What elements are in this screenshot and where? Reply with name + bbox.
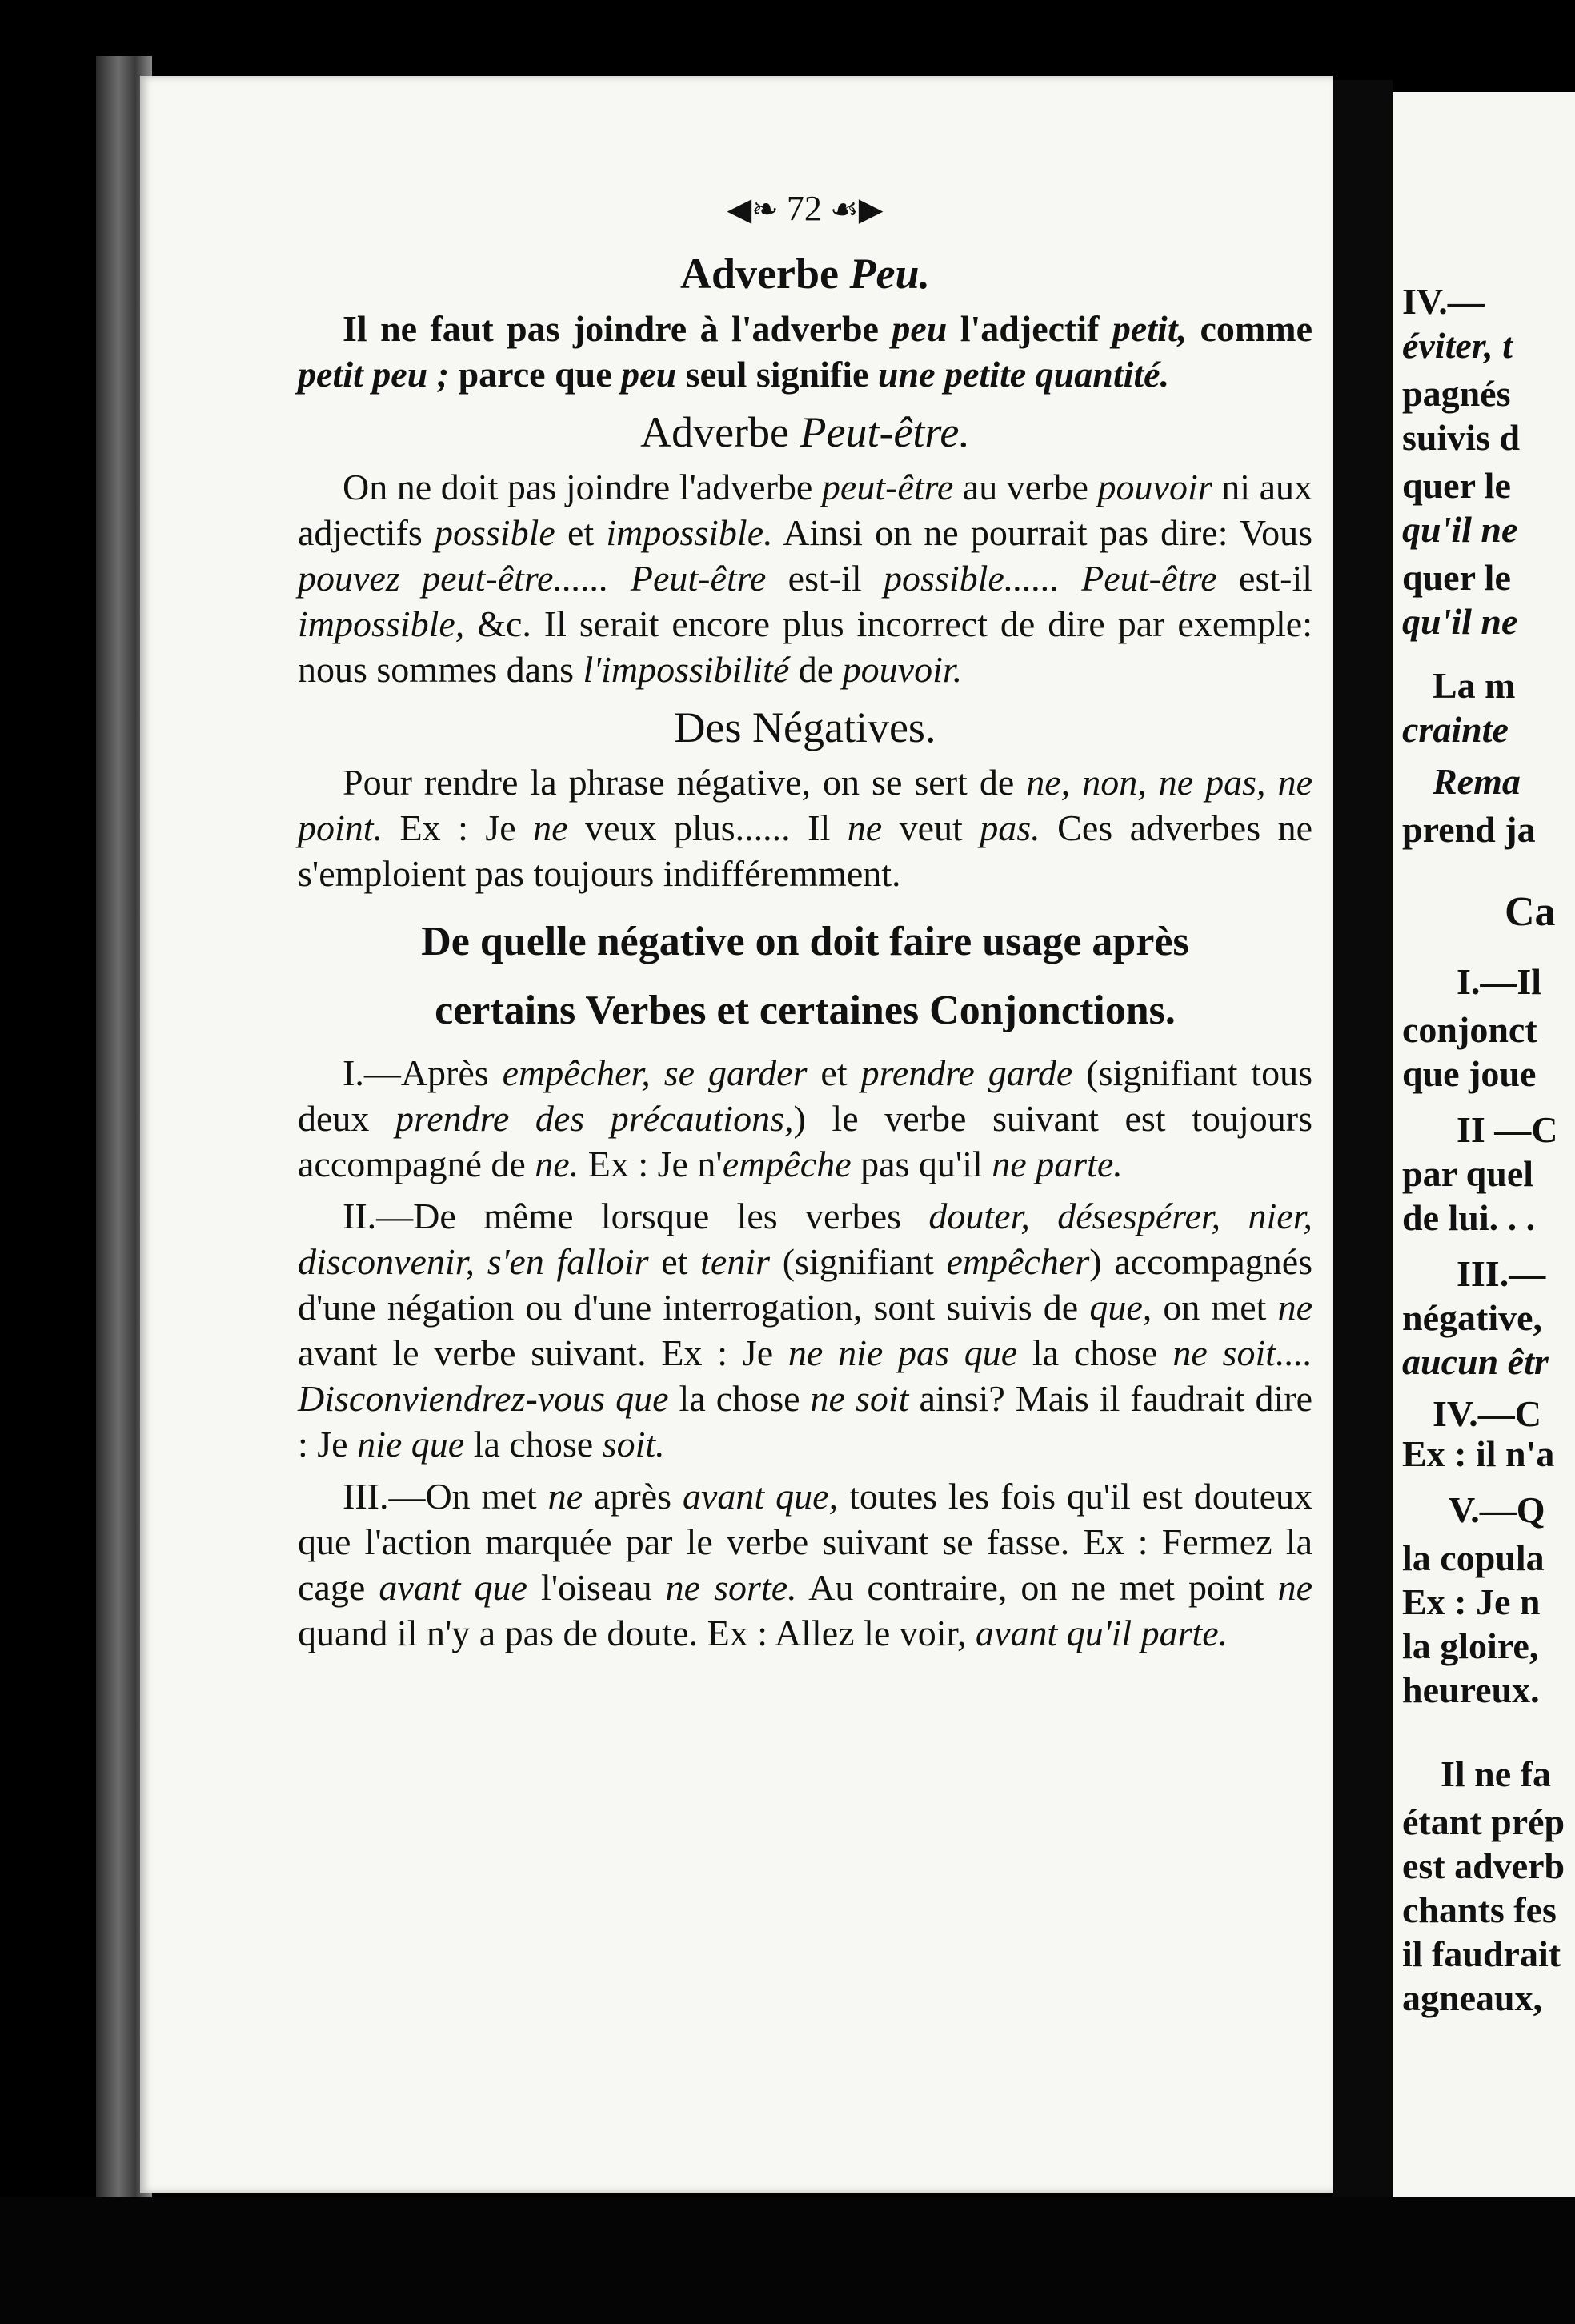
right-page-line: que joue [1402,1053,1537,1094]
heading-adverbe-peu: Adverbe Peu. [680,250,930,298]
right-page-line: qu'il ne [1402,509,1518,550]
ornament-left-icon: ◀❧ [727,191,787,227]
right-page-line: éviter, t [1402,325,1513,366]
right-page-line: IV.—C [1433,1393,1541,1434]
right-page-line: prend ja [1402,809,1536,850]
right-page-line: II —C [1457,1109,1558,1150]
ornament-right-icon: ☙▶ [821,191,884,227]
right-page-line: Ex : Je n [1402,1581,1541,1622]
right-page-line: Rema [1433,761,1521,802]
right-page-line: quer le [1402,557,1511,598]
rule-3: III.—On met ne après avant que, toutes les fois qu'il est douteux que l'action marquée par le verbe suivant se fasse. Ex : Fermez la cage avant que l'oiseau ne sorte. Au contraire, on ne met point ne quand il n'y a pas de doute. Ex : Allez le voir, avant qu'il parte. [298,1476,1313,1653]
right-page-line: Il ne fa [1441,1753,1551,1794]
right-page-line: suivis d [1402,417,1521,458]
rule-1: I.—Après empêcher, se garder et prendre garde (signifiant tous deux prendre des précautions,) le verbe suivant est toujours accompagné de ne. Ex : Je n'empêche pas qu'il ne parte. [298,1052,1312,1184]
right-page-line: la copula [1402,1537,1545,1578]
right-page-line: heureux. [1402,1669,1540,1710]
paragraph-peut-etre: On ne doit pas joindre l'adverbe peut-être au verbe pouvoir ni aux adjectifs possible et impossible. Ainsi on ne pourrait pas dire: Vous pouvez peut-être...... Peut-être est-il possible...... Peut-être est-il impossible, &c. Il serait encore plus incorrect de dire par exemple: nous sommes dans l'impossibilité de pouvoir. [298,467,1313,690]
right-page-line: La m [1433,665,1516,706]
right-page-line: III.— [1457,1253,1546,1294]
right-page-line: de lui. . . [1402,1197,1536,1238]
paragraph-peu: Il ne faut pas joindre à l'adverbe peu l'adjectif petit, comme petit peu ; parce que peu seul signifie une petite quantité. [298,308,1312,395]
right-page-line: qu'il ne [1402,601,1518,642]
right-page-line: pagnés [1402,373,1511,414]
scan-border [0,2197,1575,2324]
right-page-line: chants fes [1402,1889,1557,1930]
right-page-line: IV.— [1402,281,1485,322]
right-page-line: est adverb [1402,1845,1565,1886]
right-page-line: par quel [1402,1153,1534,1194]
right-page-line: agneaux, [1402,1977,1543,2018]
heading-adverbe-peut-etre: Adverbe Peut-être. [640,408,970,456]
right-page-line: quer le [1402,465,1511,506]
right-page-line: la gloire, [1402,1625,1539,1666]
right-page-line: négative, [1402,1297,1543,1338]
right-page-line: crainte [1402,709,1509,750]
page-gutter [1333,80,1393,2225]
right-page-line: il faudrait [1402,1933,1561,1974]
rule-2: II.—De même lorsque les verbes douter, désespérer, nier, disconvenir, s'en falloir et tenir (signifiant empêcher) accompagnés d'une négation ou d'une interrogation, sont suivis de que, on met ne avant le verbe suivant. Ex : Je ne nie pas que la chose ne soit.... Disconviendrez-vous que la chose ne soit ainsi? Mais il faudrait dire : Je nie que la chose soit. [298,1196,1313,1465]
heading-quelle-negative: De quelle négative on doit faire usage après certains Verbes et certaines Conjonctions. [421,919,1189,1033]
right-page-line: V.—Q [1449,1489,1545,1530]
right-page-line: étant prép [1402,1801,1565,1842]
heading-des-negatives: Des Négatives. [674,703,936,751]
page-content [298,186,1312,1662]
right-page-line: aucun êtr [1402,1341,1549,1382]
page-number: ◀❧ 72 ☙▶ [727,189,884,228]
right-page-line: Ca [1505,889,1556,935]
right-page-line: Ex : il n'a [1402,1433,1555,1474]
right-page-line: I.—Il [1457,961,1542,1002]
right-page-line: conjonct [1402,1009,1537,1050]
paragraph-negatives: Pour rendre la phrase négative, on se sert de ne, non, ne pas, ne point. Ex : Je ne veux plus...... Il ne veut pas. Ces adverbes ne s'emploient pas toujours indifféremment. [298,762,1313,894]
